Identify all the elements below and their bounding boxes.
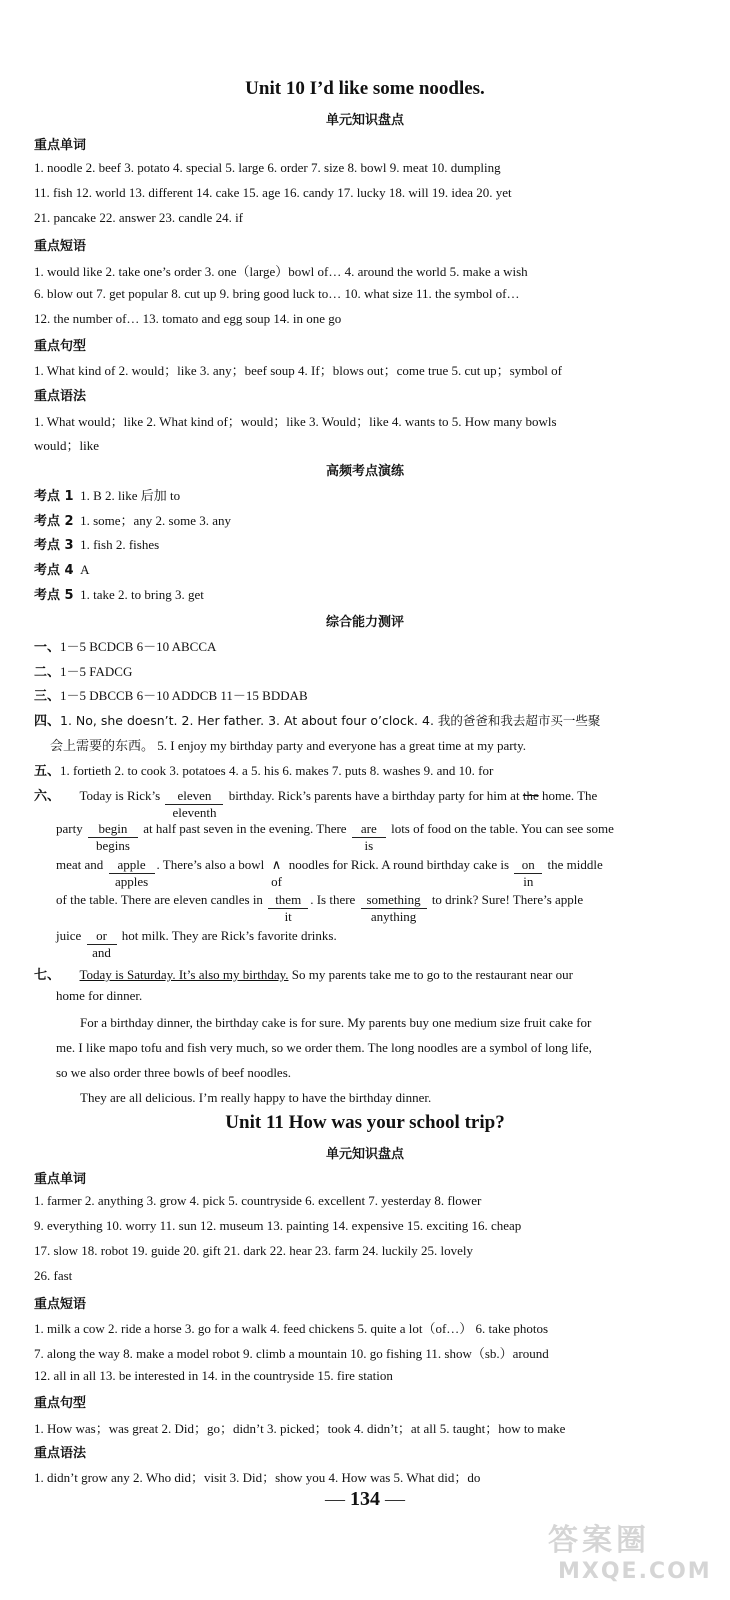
answer-text: 1－5 DBCCB 6－10 ADDCB 11－15 BDDAB [60,688,308,703]
page-number: — 134 — [325,1488,405,1510]
question-number: 四、 [34,714,61,729]
correction-line [34,785,690,820]
answer-row [34,760,690,779]
unit11-phrase-line: 12. all in all 13. be interested in 14. in the countryside 15. fire station [34,1368,393,1383]
deleted-word: the [522,788,539,803]
passage-text: of the table. There are eleven candles in [56,892,263,907]
unit10-phrase-heading: 重点短语 [34,239,87,254]
kaodian-label: 考点 1 [34,489,74,504]
kaodian-label: 考点 4 [34,563,74,578]
unit11-vocab-line: 1. farmer 2. anything 3. grow 4. pick 5. countryside 6. excellent 7. yesterday 8. flower [34,1193,482,1208]
unit11-phrase-heading: 重点短语 [34,1297,87,1312]
unit10-grammar-line: would；like [34,438,99,453]
caret-symbol: ∧ [271,857,282,872]
unit11-vocab-line: 26. fast [34,1268,73,1283]
question-number: 六、 [34,789,61,804]
unit10-sentence-heading: 重点句型 [34,339,87,354]
kaodian-answer: A [80,562,90,577]
writing-line: home for dinner. [56,988,143,1003]
error-word-text: are [360,821,377,836]
passage-text: . Is there [310,892,356,907]
passage-text: meat and [56,857,104,872]
correction-word: begins [95,838,130,853]
error-word-text: eleven [177,788,212,803]
correction-word: in [523,874,534,889]
error-word [352,821,386,853]
unit10-grammar-line: 1. What would；like 2. What kind of；would；like 3. Would；like 4. wants to 5. How many bowls [34,414,557,429]
passage-text: lots of food on the table. You can see some [391,821,614,836]
passage-text: hot milk. They are Rick’s favorite drinks. [121,928,337,943]
unit11-grammar-heading: 重点语法 [34,1446,87,1461]
passage-text: at half past seven in the evening. There [143,821,347,836]
question-number: 五、 [34,764,61,779]
unit11-phrase-line: 1. milk a cow 2. ride a horse 3. go for a walk 4. feed chickens 5. quite a lot（of…） 6. take photos [34,1321,549,1336]
unit10-vocab-line: 21. pancake 22. answer 23. candle 24. if [34,210,244,225]
unit10-sentence-line: 1. What kind of 2. would；like 3. any；beef soup 4. If；blows out；come true 5. cut up；symbol of [34,363,562,378]
passage-text: party [56,821,83,836]
unit10-section-test: 综合能力测评 [325,615,404,630]
unit11-grammar-line: 1. didn’t grow any 2. Who did；visit 3. Did；show you 4. How was 5. What did；do [34,1470,481,1485]
watermark-url: MXQE.COM [558,1559,712,1584]
unit10-vocab-line: 1. noodle 2. beef 3. potato 4. special 5. large 6. order 7. size 8. bowl 9. meat 10. dumpling [34,160,501,175]
unit11-section-knowledge: 单元知识盘点 [325,1147,404,1162]
unit10-vocab-heading: 重点单词 [34,138,87,153]
answer-row [34,636,690,655]
writing-line: For a birthday dinner, the birthday cake is for sure. My parents buy one medium size fruit cake for [80,1015,592,1030]
passage-text: . There’s also a bowl [156,857,265,872]
passage-text: to drink? Sure! There’s apple [431,892,584,907]
error-word [514,857,542,889]
kaodian-label: 考点 3 [34,538,74,553]
answer-text: 1－5 FADCG [60,664,133,679]
writing-line: me. I like mapo tofu and fish very much, so we order them. The long noodles are a symbol of long life, [56,1040,592,1055]
kaodian-row [34,559,690,578]
unit10-phrase-line: 12. the number of… 13. tomato and egg soup 14. in one go [34,311,342,326]
correction-word: it [284,909,292,924]
error-word [268,892,308,924]
passage-text: home. The [541,788,598,803]
answer-row [34,685,690,704]
kaodian-label: 考点 5 [34,588,74,603]
kaodian-answer: 1. take 2. to bring 3. get [80,587,204,602]
unit11-sentence-line: 1. How was；was great 2. Did；go；didn’t 3. picked；took 4. didn’t；at all 5. taught；how to make [34,1421,566,1436]
answer-row-cont: 会上需要的东西。 5. I enjoy my birthday party and everyone has a great time at my party. [50,738,527,753]
passage-text: So my parents take me to go to the restaurant near our [288,967,573,982]
unit10-grammar-heading: 重点语法 [34,389,87,404]
watermark-logo [548,1515,712,1585]
kaodian-answer: 1. some；any 2. some 3. any [80,513,232,528]
insertion-mark [270,857,284,889]
unit11-sentence-heading: 重点句型 [34,1396,87,1411]
unit11-vocab-line: 17. slow 18. robot 19. guide 20. gift 21. dark 22. hear 23. farm 24. luckily 25. lovely [34,1243,474,1258]
unit10-phrase-line: 1. would like 2. take one’s order 3. one（large）bowl of… 4. around the world 5. make a wish [34,264,528,279]
kaodian-row [34,584,690,603]
unit10-vocab-line: 11. fish 12. world 13. different 14. cake 15. age 16. candy 17. lucky 18. will 19. idea 20. yet [34,185,512,200]
error-word-text: apple [117,857,146,872]
error-word [109,857,155,889]
error-word-text: or [96,928,107,943]
writing-line: so we also order three bowls of beef noodles. [56,1065,292,1080]
error-word-text: something [366,892,421,907]
error-word-text: them [275,892,302,907]
passage-text: noodles for Rick. A round birthday cake is [288,857,510,872]
correction-word: of [271,874,282,889]
error-word-text: begin [98,821,128,836]
correction-line [56,928,690,960]
passage-text: Today is Rick’s [79,788,161,803]
kaodian-row [34,510,690,529]
unit10-section-knowledge: 单元知识盘点 [325,113,404,128]
page-number-text: 134 [350,1488,380,1510]
kaodian-answer: 1. B 2. like 后加 to [80,488,181,503]
unit11-vocab-line: 9. everything 10. worry 11. sun 12. museum 13. painting 14. expensive 15. exciting 16. cheap [34,1218,522,1233]
answer-row [34,710,690,729]
unit10-phrase-line: 6. blow out 7. get popular 8. cut up 9. bring good luck to… 10. what size 11. the symbol of… [34,286,520,301]
question-number: 三、 [34,689,61,704]
watermark-text: 答案圈 [548,1523,650,1558]
correction-word: is [364,838,374,853]
correction-word: and [92,945,111,960]
writing-line: They are all delicious. I’m really happy to have the birthday dinner. [80,1090,432,1105]
error-word [87,928,117,960]
correction-line [56,857,690,889]
unit11-title: Unit 11 How was your school trip? [225,1112,505,1133]
answer-row [34,661,690,680]
answer-text: 1. fortieth 2. to cook 3. potatoes 4. a 5. his 6. makes 7. puts 8. washes 9. and 10. for [60,763,494,778]
kaodian-answer: 1. fish 2. fishes [80,537,160,552]
unit11-vocab-heading: 重点单词 [34,1172,87,1187]
writing-line [34,964,690,983]
error-word [165,788,223,820]
question-number: 一、 [34,640,61,655]
underlined-sentence: Today is Saturday. It’s also my birthday. [79,967,289,982]
correction-word: eleventh [172,805,217,820]
error-word [88,821,138,853]
correction-word: anything [370,909,417,924]
answer-text: 1. No, she doesn’t. 2. Her father. 3. At about four o’clock. 4. 我的爸爸和我去超市买一些聚 [60,713,601,728]
error-word-text: on [521,857,535,872]
question-number: 二、 [34,665,61,680]
unit11-phrase-line: 7. along the way 8. make a model robot 9. climb a mountain 10. go fishing 11. show（sb.）around [34,1346,549,1361]
correction-line [56,892,690,924]
unit10-section-practice: 高频考点演练 [325,464,404,479]
answer-text: 1－5 BCDCB 6－10 ABCCA [60,639,217,654]
passage-text: juice [56,928,82,943]
passage-text: birthday. Rick’s parents have a birthday party for him at [228,788,520,803]
question-number: 七、 [34,968,61,983]
correction-line [56,821,690,853]
correction-word: apples [114,874,149,889]
error-word [361,892,427,924]
kaodian-row [34,485,690,504]
unit10-title: Unit 10 I’d like some noodles. [245,78,485,99]
kaodian-label: 考点 2 [34,514,74,529]
passage-text: the middle [547,857,603,872]
kaodian-row [34,534,690,553]
